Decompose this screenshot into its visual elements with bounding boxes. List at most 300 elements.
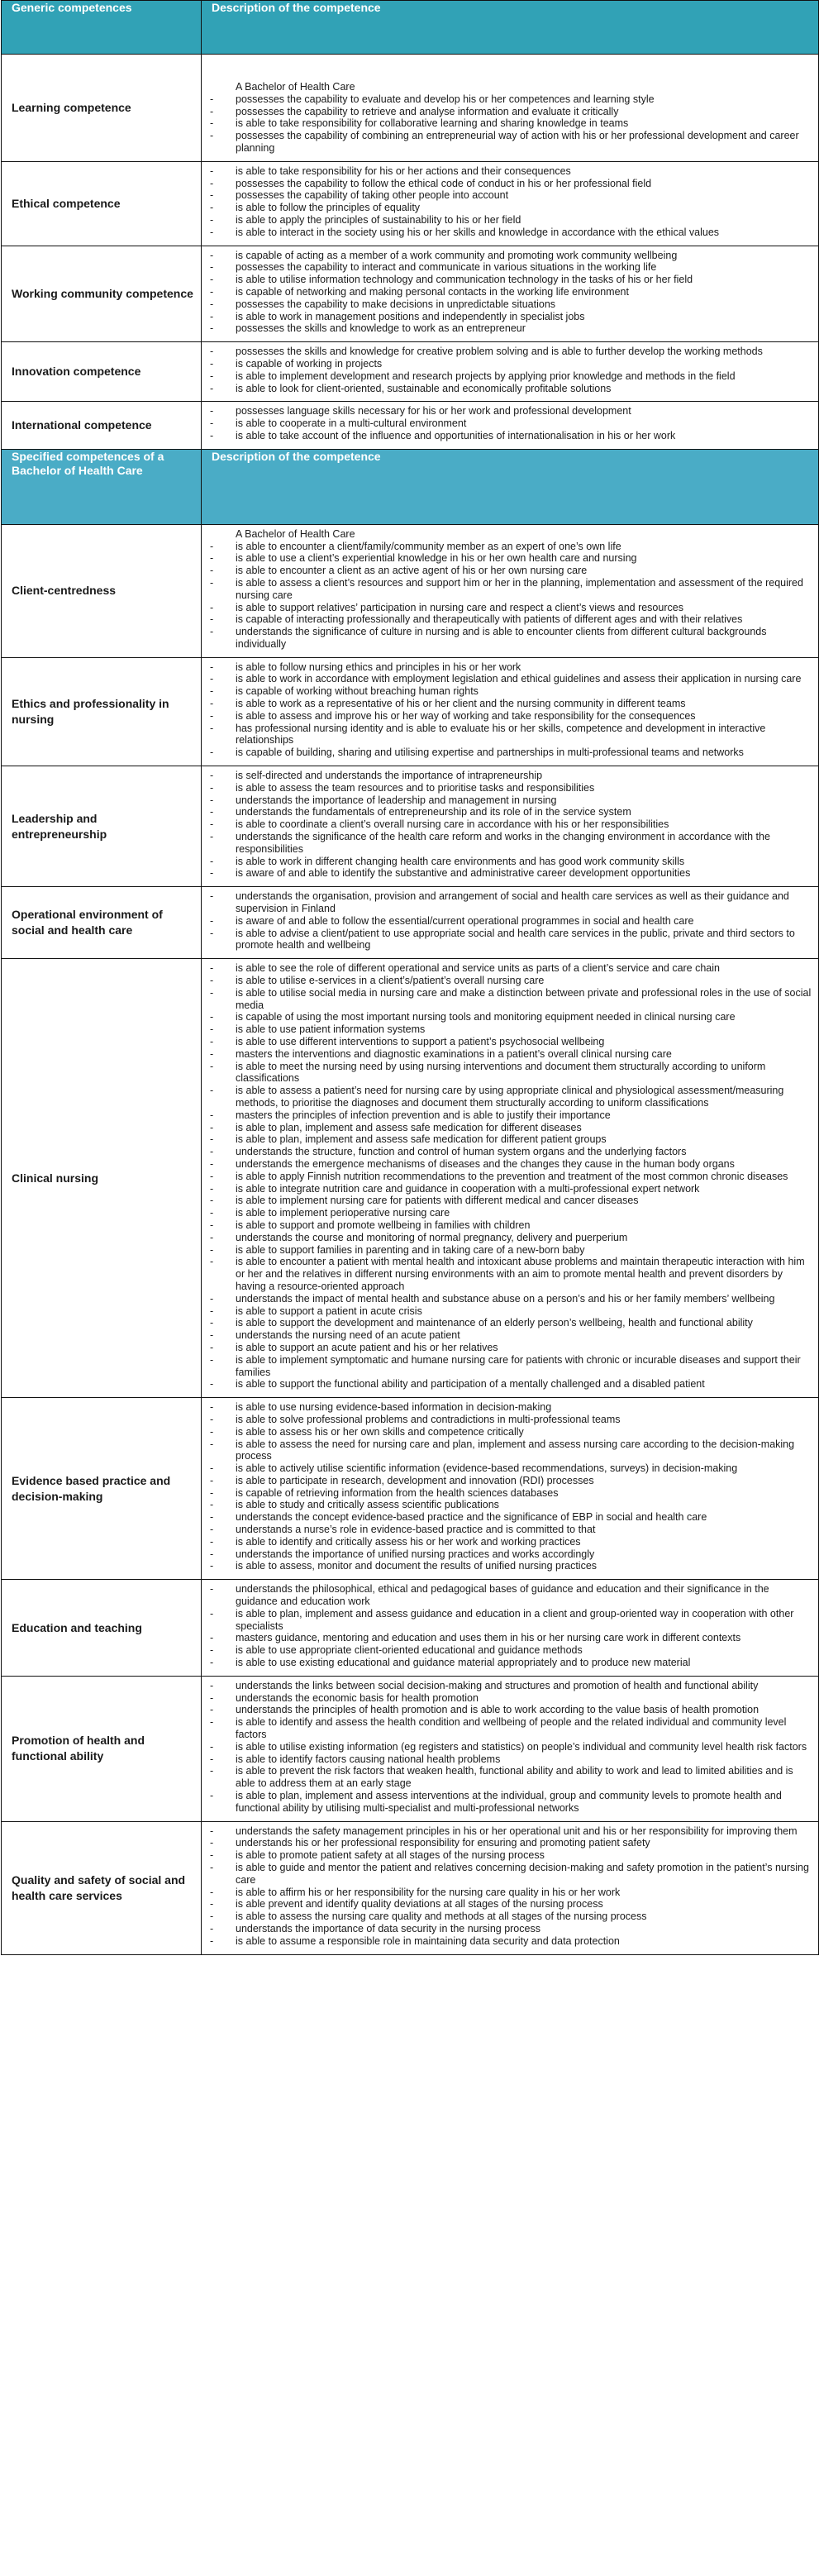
dash-bullet-icon: - [210, 1378, 214, 1391]
dash-bullet-icon: - [210, 165, 214, 177]
list-item [202, 1849, 812, 1862]
list-item-text: is able to integrate nutrition care and guidance in cooperation with a multi-professional expert network [236, 1182, 700, 1195]
description-list [202, 93, 812, 155]
dash-bullet-icon: - [210, 1765, 214, 1777]
list-item-text: is able to interact in the society using his or her skills and knowledge in accordance with the ethical values [236, 226, 720, 238]
dash-bullet-icon: - [210, 1753, 214, 1765]
competence-description-cell [202, 1580, 819, 1677]
list-item-text: is able to look for client-oriented, sustainable and economically profitable solutions [236, 382, 612, 394]
list-item-text: understands the organisation, provision and arrangement of social and health care services as well as their guidance and supervision in Finland [236, 890, 789, 915]
list-item [202, 577, 812, 602]
list-item [202, 1898, 812, 1911]
list-item [202, 298, 812, 311]
list-item [202, 1342, 812, 1354]
list-item [202, 311, 812, 323]
competence-description [202, 55, 818, 161]
dash-bullet-icon: - [210, 914, 214, 927]
dash-bullet-icon: - [210, 831, 214, 843]
dash-bullet-icon: - [210, 613, 214, 626]
list-item-text: understands the links between social decision-making and structures and promotion of health and functional ability [236, 1679, 759, 1691]
competence-name: Operational environment of social and health care [12, 908, 163, 937]
competence-row-leadership-and-entrepreneurship [2, 766, 819, 887]
list-item [202, 430, 812, 442]
list-item [202, 698, 812, 710]
list-item [202, 1158, 812, 1171]
competence-description [202, 246, 818, 342]
dash-bullet-icon: - [210, 1716, 214, 1729]
list-item [202, 1219, 812, 1232]
list-item [202, 856, 812, 868]
list-item-text: is able to plan, implement and assess interventions at the individual, group and community levels to promote health and functional ability by utilising multi-specialist and multi-professional networks [236, 1790, 782, 1814]
list-item-text: is able to assess and improve his or her way of working and take responsibility for the consequences [236, 709, 696, 722]
dash-bullet-icon: - [210, 1109, 214, 1121]
list-item [202, 1608, 812, 1633]
list-item-text: is able to implement perioperative nursing care [236, 1207, 450, 1219]
dash-bullet-icon: - [210, 1353, 214, 1366]
dash-bullet-icon: - [210, 274, 214, 286]
list-item-text: is able to encounter a patient with mental health and intoxicant abuse problems and maintain therapeutic interaction with him or her and the relatives in different nursing environments with an aim to promote mental health and prevent disorders by having a resource-oriented approach [236, 1256, 805, 1292]
competence-name-cell [2, 524, 202, 657]
list-item [202, 250, 812, 262]
list-item [202, 1790, 812, 1815]
competence-description-cell [202, 887, 819, 959]
list-item-text: is able to identify and critically assess his or her work and working practices [236, 1535, 581, 1548]
dash-bullet-icon: - [210, 346, 214, 358]
list-item [202, 1475, 812, 1487]
dash-bullet-icon: - [210, 1157, 214, 1170]
list-item-text: understands the fundamentals of entrepreneurship and its role of in the service system [236, 806, 631, 818]
list-item [202, 1741, 812, 1753]
competence-name: Ethics and professionality in nursing [12, 696, 169, 726]
description-list [202, 165, 812, 239]
competence-row-quality-and-safety-of-social-and-health-care-services [2, 1821, 819, 1954]
competence-description-cell [202, 1676, 819, 1821]
list-item [202, 1935, 812, 1948]
list-item-text: is able to work in accordance with employment legislation and ethical guidelines and assess their application in nursing care [236, 673, 802, 685]
competence-row-promotion-of-health-and-functional-ability [2, 1676, 819, 1821]
list-item-text: understands the significance of culture in nursing and is able to encounter clients from different cultural backgrounds individually [236, 626, 767, 650]
list-item [202, 1293, 812, 1305]
list-item-text: is able to assess a client’s resources and support him or her in the planning, implementation and assessment of the required nursing care [236, 576, 803, 601]
list-item [202, 1923, 812, 1935]
competence-description [202, 887, 818, 958]
competence-row-evidence-based-practice-and-decision-making [2, 1398, 819, 1580]
list-item-text: possesses the skills and knowledge for creative problem solving and is able to further develop the working methods [236, 346, 763, 358]
list-item-text: is able to support the development and maintenance of an elderly person’s wellbeing, health and functional ability [236, 1317, 753, 1329]
competence-row-learning-competence [2, 55, 819, 162]
list-item-text: is capable of interacting professionally and therapeutically with patients of different ages and with their relatives [236, 613, 743, 626]
dash-bullet-icon: - [210, 1679, 214, 1691]
competence-name-cell [2, 657, 202, 766]
list-item-text: understands the importance of data security in the nursing process [236, 1922, 540, 1934]
dash-bullet-icon: - [210, 1704, 214, 1716]
list-item-text: is aware of and able to follow the essential/current operational programmes in social and health care [236, 914, 694, 927]
list-item [202, 358, 812, 370]
list-item [202, 1657, 812, 1669]
list-item [202, 1536, 812, 1548]
dash-bullet-icon: - [210, 927, 214, 939]
list-item [202, 274, 812, 286]
dash-bullet-icon: - [210, 1085, 214, 1097]
description-list [202, 770, 812, 880]
dash-bullet-icon: - [210, 1401, 214, 1414]
competence-row-international-competence [2, 402, 819, 449]
dash-bullet-icon: - [210, 1231, 214, 1243]
dash-bullet-icon: - [210, 1425, 214, 1438]
dash-bullet-icon: - [210, 1898, 214, 1911]
list-item [202, 178, 812, 190]
list-item [202, 1023, 812, 1036]
list-item [202, 975, 812, 987]
dash-bullet-icon: - [210, 1657, 214, 1669]
dash-bullet-icon: - [210, 213, 214, 226]
list-item [202, 552, 812, 565]
competence-description-cell [202, 1821, 819, 1954]
list-item-text: is able to support relatives’ participation in nursing care and respect a client’s views and resources [236, 601, 683, 613]
dash-bullet-icon: - [210, 1862, 214, 1873]
list-item-text: is capable of using the most important nursing tools and monitoring equipment needed in clinical nursing care [236, 1011, 736, 1023]
description-intro: A Bachelor of Health Care [236, 81, 355, 93]
list-item-text: is able to meet the nursing need by using nursing interventions and document them structurally according to uniform classifications [236, 1060, 766, 1085]
dash-bullet-icon: - [210, 177, 214, 189]
list-item [202, 1354, 812, 1379]
list-item [202, 214, 812, 227]
list-item [202, 1583, 812, 1608]
list-item [202, 1232, 812, 1244]
dash-bullet-icon: - [210, 661, 214, 673]
list-item [202, 117, 812, 130]
competence-row-innovation-competence [2, 342, 819, 402]
list-item-text: is able to apply the principles of sustainability to his or her field [236, 213, 521, 226]
list-item [202, 1632, 812, 1644]
list-item-text: is able to assess a patient’s need for nursing care by using appropriate clinical and physiological assessment/measuring methods, to prioritise the diagnoses and document them structurally according to uniform classifications [236, 1085, 784, 1109]
list-item [202, 1692, 812, 1705]
list-item [202, 106, 812, 118]
dash-bullet-icon: - [210, 285, 214, 298]
list-item [202, 1487, 812, 1500]
dash-bullet-icon: - [210, 1305, 214, 1317]
list-item-text: is able to solve professional problems and contradictions in multi-professional teams [236, 1413, 621, 1425]
dash-bullet-icon: - [210, 601, 214, 613]
list-item [202, 130, 812, 155]
dash-bullet-icon: - [210, 1317, 214, 1329]
list-item [202, 831, 812, 856]
list-item [202, 565, 812, 577]
dash-bullet-icon: - [210, 1825, 214, 1837]
competence-description [202, 525, 818, 657]
dash-bullet-icon: - [210, 117, 214, 130]
competence-description-cell [202, 766, 819, 887]
competence-row-education-and-teaching [2, 1580, 819, 1677]
competence-row-clinical-nursing [2, 959, 819, 1398]
list-item [202, 1244, 812, 1257]
competence-description [202, 1580, 818, 1676]
list-item-text: has professional nursing identity and is able to evaluate his or her skills, competence and development in interactive relationships [236, 722, 766, 747]
list-item [202, 747, 812, 759]
list-item [202, 685, 812, 698]
dash-bullet-icon: - [210, 1438, 214, 1450]
list-item-text: understands the emergence mechanisms of diseases and the changes they cause in the human body organs [236, 1157, 735, 1170]
list-item-text: possesses the capability to make decisions in unpredictable situations [236, 298, 556, 310]
dash-bullet-icon: - [210, 1047, 214, 1060]
dash-bullet-icon: - [210, 540, 214, 552]
description-intro: A Bachelor of Health Care [236, 527, 355, 540]
list-item-text: is able to support an acute patient and his or her relatives [236, 1341, 498, 1353]
list-item [202, 962, 812, 975]
dash-bullet-icon: - [210, 818, 214, 831]
dash-bullet-icon: - [210, 357, 214, 370]
dash-bullet-icon: - [210, 1524, 214, 1536]
list-item-text: is able to assess the need for nursing care and plan, implement and assess nursing care according to the decision-making process [236, 1438, 795, 1462]
list-item-text: is able to apply Finnish nutrition recommendations to the prevention and treatment of the most common chronic diseases [236, 1170, 788, 1182]
list-item-text: is able to study and critically assess scientific publications [236, 1499, 499, 1511]
competence-name-cell [2, 1398, 202, 1580]
dash-bullet-icon: - [210, 298, 214, 310]
list-item-text: is able to work in different changing health care environments and has good work community skills [236, 855, 685, 867]
list-item [202, 1644, 812, 1657]
competence-description [202, 766, 818, 886]
list-item [202, 1036, 812, 1048]
dash-bullet-icon: - [210, 1146, 214, 1158]
dash-bullet-icon: - [210, 310, 214, 322]
list-item [202, 1122, 812, 1134]
list-item-text: understands the philosophical, ethical and pedagogical bases of guidance and education and their significance in the guidance and education work [236, 1583, 769, 1608]
dash-bullet-icon: - [210, 1256, 214, 1268]
list-item-text: understands the safety management principles in his or her operational unit and his or her responsibility for improving them [236, 1825, 798, 1837]
dash-bullet-icon: - [210, 249, 214, 261]
list-item [202, 1048, 812, 1061]
list-item-text: masters the interventions and diagnostic examinations in a patient’s overall clinical nursing care [236, 1047, 672, 1060]
competence-row-ethics-and-professionality-in-nursing [2, 657, 819, 766]
dash-bullet-icon: - [210, 685, 214, 698]
list-item-text: is capable of acting as a member of a work community and promoting work community wellbeing [236, 249, 678, 261]
list-item-text: understands the structure, function and control of human system organs and the underlying factors [236, 1146, 687, 1158]
list-item [202, 1414, 812, 1426]
dash-bullet-icon: - [210, 1511, 214, 1524]
competence-description-cell [202, 402, 819, 449]
list-item [202, 673, 812, 685]
description-list [202, 346, 812, 394]
dash-bullet-icon: - [210, 226, 214, 238]
dash-bullet-icon: - [210, 1499, 214, 1511]
list-item [202, 1887, 812, 1899]
list-item [202, 405, 812, 417]
list-item [202, 1862, 812, 1887]
list-item-text: masters guidance, mentoring and education and uses them in his or her nursing care work in different contexts [236, 1632, 741, 1644]
list-item-text: is able to assess the nursing care quality and methods at all stages of the nursing process [236, 1911, 647, 1923]
list-item [202, 1011, 812, 1023]
competence-row-working-community-competence [2, 246, 819, 342]
dash-bullet-icon: - [210, 1060, 214, 1072]
list-item [202, 1524, 812, 1536]
specified-header-col2 [202, 449, 819, 524]
list-item-text: is able to use patient information systems [236, 1023, 426, 1036]
list-item [202, 782, 812, 794]
list-item [202, 770, 812, 782]
list-item-text: understands the course and monitoring of normal pregnancy, delivery and puerperium [236, 1231, 628, 1243]
list-item [202, 93, 812, 106]
competence-row-operational-environment-of-social-and-health-care [2, 887, 819, 959]
dash-bullet-icon: - [210, 1837, 214, 1849]
list-item [202, 1680, 812, 1692]
list-item-text: understands the concept evidence-based practice and the significance of EBP in social and health care [236, 1511, 707, 1524]
list-item-text: understands the significance of the health care reform and works in the changing environment in accordance with the responsibilities [236, 831, 770, 855]
list-item [202, 915, 812, 928]
list-item-text: understands a nurse’s role in evidence-based practice and is committed to that [236, 1524, 596, 1536]
list-item [202, 1560, 812, 1572]
dash-bullet-icon: - [210, 1023, 214, 1036]
dash-bullet-icon: - [210, 1341, 214, 1353]
list-item [202, 1195, 812, 1207]
specified-header-label: Description of the competence [212, 449, 381, 463]
list-item [202, 613, 812, 626]
competence-name-cell [2, 1676, 202, 1821]
list-item-text: is able to assess his or her own skills and competence critically [236, 1425, 524, 1438]
dash-bullet-icon: - [210, 975, 214, 987]
list-item-text: possesses the capability to interact and communicate in various situations in the working life [236, 261, 657, 274]
list-item-text: understands the impact of mental health and substance abuse on a person’s and his or her family members’ wellbeing [236, 1292, 775, 1305]
dash-bullet-icon: - [210, 322, 214, 335]
list-item [202, 1462, 812, 1475]
dash-bullet-icon: - [210, 1934, 214, 1947]
dash-bullet-icon: - [210, 1121, 214, 1133]
competence-name: Working community competence [12, 286, 193, 300]
list-item-text: possesses the capability to evaluate and develop his or her competences and learning style [236, 93, 655, 105]
competence-name: Evidence based practice and decision-making [12, 1473, 171, 1503]
list-item [202, 370, 812, 383]
competence-name: Education and teaching [12, 1620, 142, 1634]
dash-bullet-icon: - [210, 1011, 214, 1023]
dash-bullet-icon: - [210, 1740, 214, 1753]
list-item [202, 626, 812, 651]
dash-bullet-icon: - [210, 1644, 214, 1657]
competence-description [202, 402, 818, 448]
dash-bullet-icon: - [210, 1548, 214, 1560]
dash-bullet-icon: - [210, 1182, 214, 1195]
description-list [202, 1680, 812, 1815]
list-item-text: is aware of and able to identify the substantive and administrative career development opportunities [236, 867, 691, 880]
list-item-text: is able to support families in parenting and in taking care of a new-born baby [236, 1243, 585, 1256]
dash-bullet-icon: - [210, 626, 214, 638]
list-item-text: understands the importance of unified nursing practices and works accordingly [236, 1548, 595, 1560]
list-item [202, 1548, 812, 1561]
competence-name-cell [2, 1821, 202, 1954]
list-item [202, 1207, 812, 1219]
competence-description-cell [202, 959, 819, 1398]
list-item [202, 928, 812, 952]
list-item [202, 322, 812, 335]
dash-bullet-icon: - [210, 855, 214, 867]
list-item-text: understands the economic basis for health promotion [236, 1691, 479, 1704]
competence-description [202, 1677, 818, 1821]
list-item-text: is able to utilise social media in nursing care and make a distinction between private and professional roles in the use of social media [236, 986, 812, 1011]
specified-header-row [2, 449, 819, 524]
list-item-text: possesses the capability to follow the ethical code of conduct in his or her professional field [236, 177, 652, 189]
list-item-text: possesses the capability to retrieve and analyse information and evaluate it critically [236, 105, 619, 117]
list-item [202, 1753, 812, 1766]
list-item-text: is able to use a client’s experiential knowledge in his or her own health care and nursing [236, 552, 637, 565]
list-item [202, 1426, 812, 1438]
list-item-text: possesses the capability of taking other people into account [236, 189, 509, 202]
dash-bullet-icon: - [210, 986, 214, 999]
competence-name: Learning competence [12, 100, 131, 114]
list-item-text: is able to cooperate in a multi-cultural environment [236, 417, 467, 430]
dash-bullet-icon: - [210, 698, 214, 710]
competence-name: Innovation competence [12, 365, 141, 379]
list-item [202, 1378, 812, 1391]
list-item-text: possesses language skills necessary for his or her work and professional development [236, 405, 631, 417]
list-item-text: is able to assess, monitor and document the results of unified nursing practices [236, 1560, 598, 1572]
description-list [202, 661, 812, 759]
dash-bullet-icon: - [210, 1195, 214, 1207]
list-item-text: is able to participate in research, development and innovation (RDI) processes [236, 1474, 594, 1486]
dash-bullet-icon: - [210, 1911, 214, 1923]
competence-name-cell [2, 887, 202, 959]
list-item [202, 189, 812, 202]
dash-bullet-icon: - [210, 890, 214, 903]
competence-name: Quality and safety of social and health care services [12, 1872, 186, 1902]
list-item-text: is able to utilise existing information (eg registers and statistics) on people’s individual and community level health risk factors [236, 1740, 807, 1753]
competence-name-cell [2, 766, 202, 887]
description-list [202, 405, 812, 441]
list-item-text: is able to see the role of different operational and service units as parts of a client’s service and care chain [236, 962, 720, 975]
list-item [202, 202, 812, 214]
list-item-text: is able to work in management positions and independently in specialist jobs [236, 310, 585, 322]
list-item [202, 383, 812, 395]
dash-bullet-icon: - [210, 962, 214, 975]
dash-bullet-icon: - [210, 189, 214, 202]
list-item [202, 602, 812, 614]
list-item-text: is able to utilise e-services in a client’s/patient’s overall nursing care [236, 975, 545, 987]
dash-bullet-icon: - [210, 709, 214, 722]
competence-description-cell [202, 161, 819, 246]
list-item [202, 818, 812, 831]
list-item-text: is able to assume a responsible role in maintaining data security and data protection [236, 1934, 620, 1947]
list-item [202, 987, 812, 1012]
dash-bullet-icon: - [210, 1849, 214, 1862]
dash-bullet-icon: - [210, 794, 214, 806]
list-item-text: is able to utilise information technology and communication technology in the tasks of his or her field [236, 274, 693, 286]
dash-bullet-icon: - [210, 1691, 214, 1704]
list-item [202, 794, 812, 807]
list-item-text: is able to support and promote wellbeing in families with children [236, 1219, 531, 1231]
description-list [202, 1825, 812, 1948]
dash-bullet-icon: - [210, 1486, 214, 1499]
list-item-text: possesses the skills and knowledge to work as an entrepreneur [236, 322, 526, 335]
list-item-text: is able to take responsibility for his or her actions and their consequences [236, 165, 571, 177]
dash-bullet-icon: - [210, 867, 214, 880]
dash-bullet-icon: - [210, 105, 214, 117]
list-item-text: understands the principles of health promotion and is able to work according to the value basis of health promotion [236, 1704, 759, 1716]
list-item-text: is capable of working without breaching human rights [236, 685, 479, 698]
list-item [202, 710, 812, 723]
list-item [202, 1401, 812, 1414]
list-item [202, 1825, 812, 1838]
dash-bullet-icon: - [210, 1170, 214, 1182]
dash-bullet-icon: - [210, 1474, 214, 1486]
list-item-text: is self-directed and understands the importance of intrapreneurship [236, 770, 543, 782]
list-item [202, 1499, 812, 1511]
dash-bullet-icon: - [210, 130, 214, 142]
specified-header-label: Specified competences of a Bachelor of Health Care [12, 449, 164, 477]
list-item-text: is capable of working in projects [236, 357, 383, 370]
list-item-text: is able to take account of the influence and opportunities of internationalisation in his or her work [236, 429, 676, 441]
list-item [202, 1146, 812, 1158]
competence-row-ethical-competence [2, 161, 819, 246]
list-item [202, 1109, 812, 1122]
list-item [202, 723, 812, 747]
dash-bullet-icon: - [210, 417, 214, 430]
